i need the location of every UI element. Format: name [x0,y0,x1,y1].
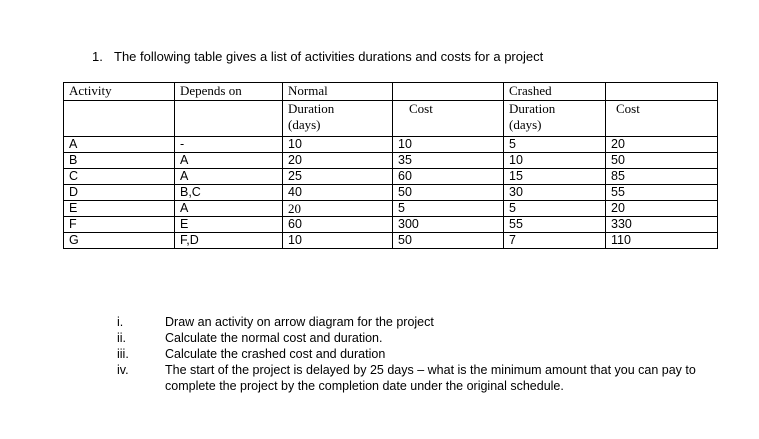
cell-normal-duration: 60 [283,217,393,233]
question-item [117,314,705,330]
cell-activity: A [64,137,175,153]
header-normal-cost: Cost [393,101,504,137]
table-header-row-1 [64,83,718,101]
table-header-row-2 [64,101,718,137]
cell-normal-duration: 40 [283,185,393,201]
cell-depends-on: - [175,137,283,153]
cell-activity: D [64,185,175,201]
question-text: Draw an activity on arrow diagram for the project [165,315,434,329]
cell-crashed-duration: 5 [504,137,606,153]
cell-activity: G [64,233,175,249]
cell-normal-duration: 20 [283,153,393,169]
cell-crashed-cost: 330 [606,217,718,233]
header-normal-duration: Duration (days) [283,101,393,137]
cell-normal-cost: 50 [393,233,504,249]
question-item [117,330,705,346]
question-item [117,346,705,362]
cell-crashed-cost: 55 [606,185,718,201]
cell-normal-cost: 10 [393,137,504,153]
cell-normal-cost: 5 [393,201,504,217]
header-crashed-duration: Duration (days) [504,101,606,137]
question-list [117,314,705,394]
cell-normal-cost: 50 [393,185,504,201]
cell-crashed-cost: 20 [606,201,718,217]
cell-normal-duration: 10 [283,233,393,249]
cell-activity: E [64,201,175,217]
table-row [64,217,718,233]
cell-depends-on: F,D [175,233,283,249]
header-empty-crashed-cost [606,83,718,101]
activity-table [63,82,718,249]
table-row [64,137,718,153]
question-heading [92,49,543,64]
question-number: 1. [92,49,103,64]
header-depends-on: Depends on [175,83,283,101]
cell-depends-on: B,C [175,185,283,201]
cell-crashed-duration: 10 [504,153,606,169]
cell-depends-on: A [175,169,283,185]
cell-normal-duration: 10 [283,137,393,153]
cell-depends-on: E [175,217,283,233]
cell-activity: F [64,217,175,233]
cell-depends-on: A [175,153,283,169]
table-row [64,169,718,185]
cell-normal-cost: 300 [393,217,504,233]
header-crashed: Crashed [504,83,606,101]
header-activity: Activity [64,83,175,101]
cell-crashed-cost: 20 [606,137,718,153]
question-text: The start of the project is delayed by 25 days – what is the minimum amount that you can pay to complete the project by the completion date under the original schedule. [165,363,696,393]
question-numeral: iv. [117,363,129,377]
cell-normal-duration: 25 [283,169,393,185]
header-normal: Normal [283,83,393,101]
question-text: Calculate the normal cost and duration. [165,331,383,345]
cell-crashed-cost: 50 [606,153,718,169]
cell-crashed-duration: 55 [504,217,606,233]
table-row [64,185,718,201]
cell-crashed-cost: 85 [606,169,718,185]
header2-activity-empty [64,101,175,137]
cell-normal-cost: 35 [393,153,504,169]
question-numeral: i. [117,315,124,329]
question-text: Calculate the crashed cost and duration [165,347,386,361]
cell-crashed-duration: 30 [504,185,606,201]
cell-crashed-cost: 110 [606,233,718,249]
table-row [64,153,718,169]
table-row [64,233,718,249]
question-numeral: iii. [117,347,129,361]
question-item [117,362,705,394]
cell-depends-on: A [175,201,283,217]
cell-crashed-duration: 15 [504,169,606,185]
question-numeral: ii. [117,331,127,345]
header-crashed-cost: Cost [606,101,718,137]
header-empty-normal-cost [393,83,504,101]
cell-crashed-duration: 5 [504,201,606,217]
cell-activity: B [64,153,175,169]
header2-depends-empty [175,101,283,137]
cell-activity: C [64,169,175,185]
cell-crashed-duration: 7 [504,233,606,249]
cell-normal-cost: 60 [393,169,504,185]
question-heading-text: The following table gives a list of activities durations and costs for a project [114,49,544,64]
cell-normal-duration: 20 [283,201,393,217]
table-row [64,201,718,217]
